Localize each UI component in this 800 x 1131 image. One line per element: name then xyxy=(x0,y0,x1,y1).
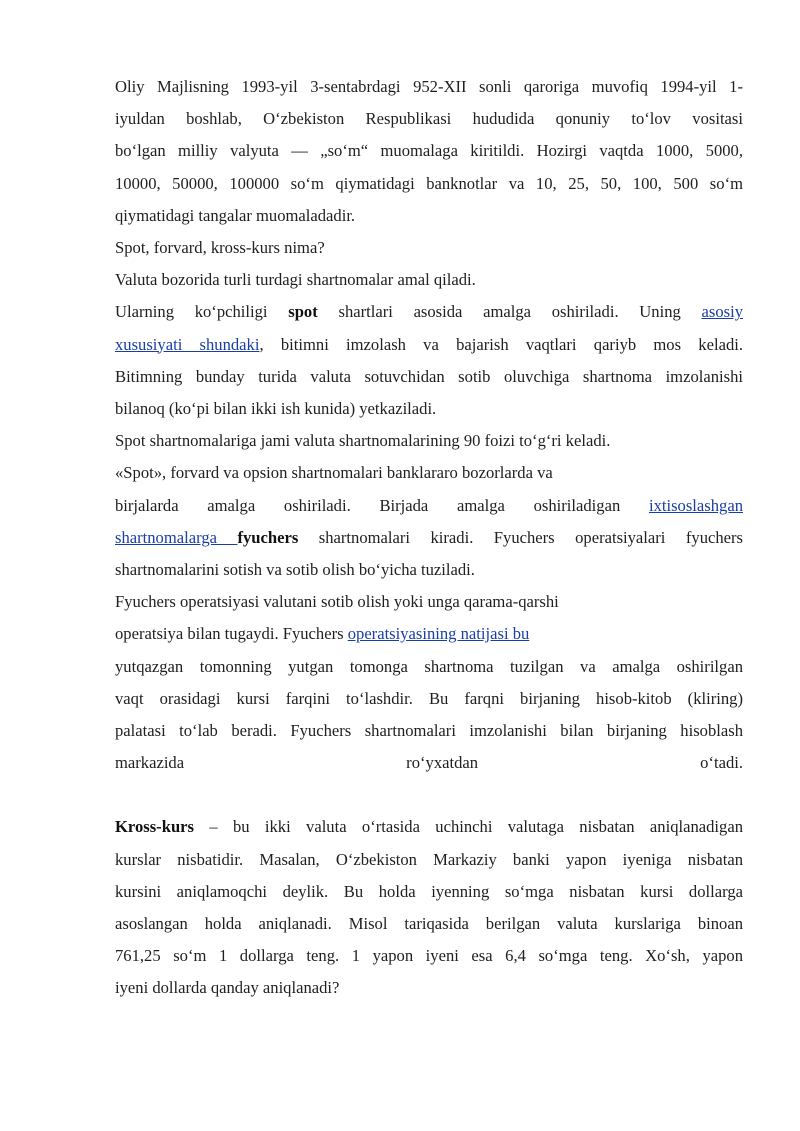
paragraph-gap xyxy=(115,779,743,811)
spot-text-c: shartlari asosida amalga oshiriladi. Uning xyxy=(317,302,702,322)
futures-text-rest: shartnomalari kiradi. Fyuchers operatsiyalari fyuchers xyxy=(298,527,743,547)
futures-op-text-a: operatsiya bilan tugaydi. Fyuchers xyxy=(115,624,348,644)
futures-text-a: birjalarda amalga oshiriladi. Birjada amalga oshiriladigan xyxy=(115,495,649,515)
document-page xyxy=(115,71,743,1005)
spot-link-part-2[interactable]: xususiyati shundaki xyxy=(115,334,260,354)
intro-line-3: bo‘lgan milliy valyuta — „so‘m“ muomalaga kiritildi. Hozirgi vaqtda 1000, 5000, xyxy=(115,141,743,161)
cross-line-4: asoslangan holda aniqlanadi. Misol tariqasida berilgan valuta kurslariga binoan xyxy=(115,914,743,934)
futures-op-link[interactable]: operatsiyasining natijasi bu xyxy=(347,624,530,644)
intro-line-5: qiymatidagi tangalar muomaladadir. xyxy=(115,205,356,225)
section-question: Spot, forvard, kross-kurs nima? xyxy=(115,237,325,257)
futures-line-1 xyxy=(115,490,743,522)
spot-share-line: Spot shartnomalariga jami valuta shartnomalarining 90 foizi to‘g‘ri keladi. xyxy=(115,431,611,451)
spot-text-a: Ularning ko‘pchiligi xyxy=(115,302,289,322)
futures-term: fyuchers xyxy=(237,527,299,547)
intro-line-4: 10000, 50000, 100000 so‘m qiymatidagi banknotlar va 10, 25, 50, 100, 500 so‘m xyxy=(115,173,743,193)
futures-op-line-5: palatasi to‘lab beradi. Fyuchers shartnomalari imzolanishi bilan birjaning hisoblash xyxy=(115,720,743,740)
futures-op-line-1: Fyuchers operatsiyasi valutani sotib olish yoki unga qarama-qarshi xyxy=(115,592,559,612)
futures-op-line-4: vaqt orasidagi kursi farqini to‘lashdir. Bu farqni birjaning hisob-kitob (kliring) xyxy=(115,688,743,708)
cross-text-rest: – bu ikki valuta o‘rtasida uchinchi valutaga nisbatan aniqlanadigan xyxy=(194,817,743,837)
futures-line-2 xyxy=(115,522,743,554)
cross-line-3: kursini aniqlamoqchi deylik. Bu holda iyenning so‘mga nisbatan kursi dollarga xyxy=(115,881,743,901)
futures-op-line-6: markazida ro‘yxatdan o‘tadi. xyxy=(115,753,743,773)
spot-line-3: Bitimning bunday turida valuta sotuvchidan sotib oluvchiga shartnoma imzolanishi xyxy=(115,366,743,386)
cross-line-5: 761,25 so‘m 1 dollarga teng. 1 yapon iyeni esa 6,4 so‘mga teng. Xo‘sh, yapon xyxy=(115,946,743,966)
futures-op-line-3: yutqazgan tomonning yutgan tomonga shartnoma tuzilgan va amalga oshirilgan xyxy=(115,656,743,676)
futures-link-part-1[interactable]: ixtisoslashgan xyxy=(648,495,743,515)
spot-line-4: bilanoq (ko‘pi bilan ikki ish kunida) yetkaziladi. xyxy=(115,398,437,418)
futures-link-part-2[interactable]: shartnomalarga xyxy=(115,527,238,547)
intro-line-2: iyuldan boshlab, O‘zbekiston Respublikasi hududida qonuniy to‘lov vositasi xyxy=(115,109,743,129)
spot-term: spot xyxy=(288,302,318,322)
cross-term: Kross-kurs xyxy=(115,817,194,837)
spot-line-1 xyxy=(115,296,743,328)
cross-line-6: iyeni dollarda qanday aniqlanadi? xyxy=(115,978,340,998)
cross-line-1 xyxy=(115,811,743,843)
futures-op-line-2 xyxy=(115,618,743,650)
market-intro: Valuta bozorida turli turdagi shartnomalar amal qiladi. xyxy=(115,270,476,290)
spot-text-rest: , bitimni imzolash va bajarish vaqtlari qariyb mos keladi. xyxy=(259,334,743,354)
cross-line-2: kurslar nisbatidir. Masalan, O‘zbekiston Markaziy banki yapon iyeniga nisbatan xyxy=(115,849,743,869)
spot-line-2 xyxy=(115,329,743,361)
intro-line-1: Oliy Majlisning 1993-yil 3-sentabrdagi 952-XII sonli qaroriga muvofiq 1994-yil 1- xyxy=(115,77,743,96)
futures-line-3: shartnomalarini sotish va sotib olish bo‘yicha tuziladi. xyxy=(115,559,475,579)
spot-link-part-1[interactable]: asosiy xyxy=(701,302,743,322)
spot-markets-line: «Spot», forvard va opsion shartnomalari banklararo bozorlarda va xyxy=(115,463,553,483)
